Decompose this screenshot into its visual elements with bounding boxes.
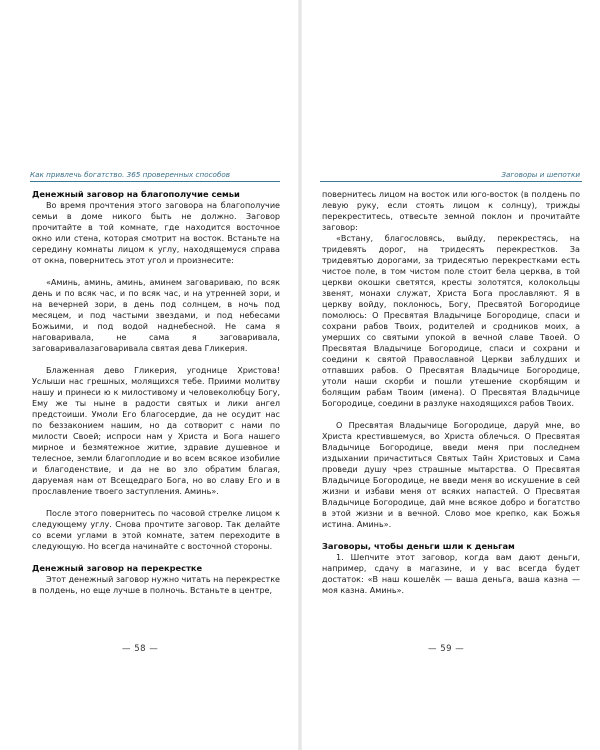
paragraph-prayer: Блаженная дево Гликерия, угоднице Христова! Услыши нас грешных, молящихся тебе. Приими молитву нашу и принеси ю к милостивому и человеколюбцу Богу, Ему же ты ныне в радости святых и лики ангел предстоиши. Умоли Его благосердие, да не осудит нас по беззаконием нашим, но да сотворит с нами по милости Своей; испроси нам у Христа и Бога нашего мирное и безмятежное житие, здравие душевное и телесное, земли благоплодие и во всем всякое изобилие и благоденствие, и да не во зло обратим благая, даруемая нам от Всещедраго Бога, но во славу Его и в прославление твоего заступления. Аминь». — [32, 366, 280, 496]
paragraph-continued: повернитесь лицом на восток или юго-восток (в полдень по левую руку, если стоять лицом к солнцу), трижды перекреститесь, отвесьте земной поклон и прочитайте заговор: — [322, 190, 580, 232]
section-heading-money-to-money: Заговоры, чтобы деньги шли к деньгам — [322, 541, 515, 551]
running-head-right: Заговоры и шепотки — [501, 170, 580, 179]
section-heading-family-spell: Денежный заговор на благополучие семьи — [32, 189, 240, 199]
paragraph: После этого повернитесь по часовой стрелке лицом к следующему углу. Снова прочтите заговор. Так делайте со всеми углами в этой комнате, затем переходите в следующую. Но всегда начинайте с восточной стороны. — [32, 509, 280, 551]
paragraph: Во время прочтения этого заговора на благополучие семьи в доме никого быть не должно. Заговор прочитайте в той комнате, где находится восточное окно или стена, которая смотрит на восток. Встаньте на середину комнаты лицом к углу, находящемуся справа от окна, повернитесь этот угол и произнесите: — [32, 201, 280, 265]
right-page — [310, 0, 600, 750]
header-rule-left — [30, 181, 280, 182]
page-number-right: — 59 — — [428, 644, 465, 654]
paragraph-prayer: О Пресвятая Владычице Богородице, даруй мне, во Христа крестившемуся, во Христа облечься. О Пресвятая Владычице Богородице, введи меня при последнем издыхании причаститься Святых Тайн Христовых и Сама проведи душу чрез страшные мытарства. О Пресвятая Владычице Богородице, не введи меня во искушение в сей жизни и избави меня от всяких напастей. О Пресвятая Владычице Богородице, дай мне всякое добро и богатство в этой жизни и в вечной. Слово мое крепко, как Божья истина. Аминь». — [322, 421, 580, 529]
right-page-body — [322, 189, 580, 596]
paragraph-incantation: «Аминь, аминь, аминь, аминем заговариваю, по всяк день и по всяк час, и по всяк час, и на утренней зори, и на вечерней зори, в день под солнцем, в ночь под месяцем, и под частыми звездами, и под небесами Божьими, и под водой наднебесной. Не сама я наговаривала, не сама я заговаривала, заговаривалазаговаривала святая дева Гликерия. — [32, 278, 280, 353]
paragraph-incantation: «Встану, благословясь, выйду, перекрестясь, на тридевять дорог, на тридесять перекрестков. За тридевятью дорогами, за тридесятью перекрестками есть чистое поле, в том чистом поле стоит бела церква, в той церкви окошки светятся, кресты золотятся, колокольцы звенят, монахи служат, Христа Бога прославляют. Я в церкву войду, поклонюсь, Богу, Пресвятой Богородице помолюсь: О Пресвятая Владычице Богородице, спаси и сохрани рабов Твоих, родителей и сродников моих, а умерших со святыми упокой в вечной славе Твоей. О Пресвятая Владычице Богородице, спаси и сохрани и соедини к святой Православной Церкви заблудших и отпавших рабов. О Пресвятая Владычице Богородице, утоли наши скорби и пошли утешение скорбящим и болящим рабам Твоим (имена). О Пресвятая Владычице Богородице, соедини в разлуке находящихся рабов Твоих. — [322, 234, 580, 408]
header-rule-right — [320, 181, 582, 182]
paragraph-numbered: 1. Шепчите этот заговор, когда вам дают деньги, например, сдачу в магазине, и у вас всегда будет достаток: «В наш кошелёк — ваша деньга, ваша казна — моя казна. Аминь». — [322, 553, 580, 595]
page-number-left: — 58 — — [122, 644, 159, 654]
left-page-body — [32, 189, 280, 596]
running-head-left: Как привлечь богатство. 365 проверенных способов — [30, 170, 231, 179]
book-fold — [298, 0, 302, 750]
paragraph: Этот денежный заговор нужно читать на перекрестке в полдень, но еще лучше в полночь. Встаньте в центре, — [32, 575, 281, 595]
section-heading-crossroads-spell: Денежный заговор на перекрестке — [32, 563, 203, 573]
left-page — [0, 0, 290, 750]
